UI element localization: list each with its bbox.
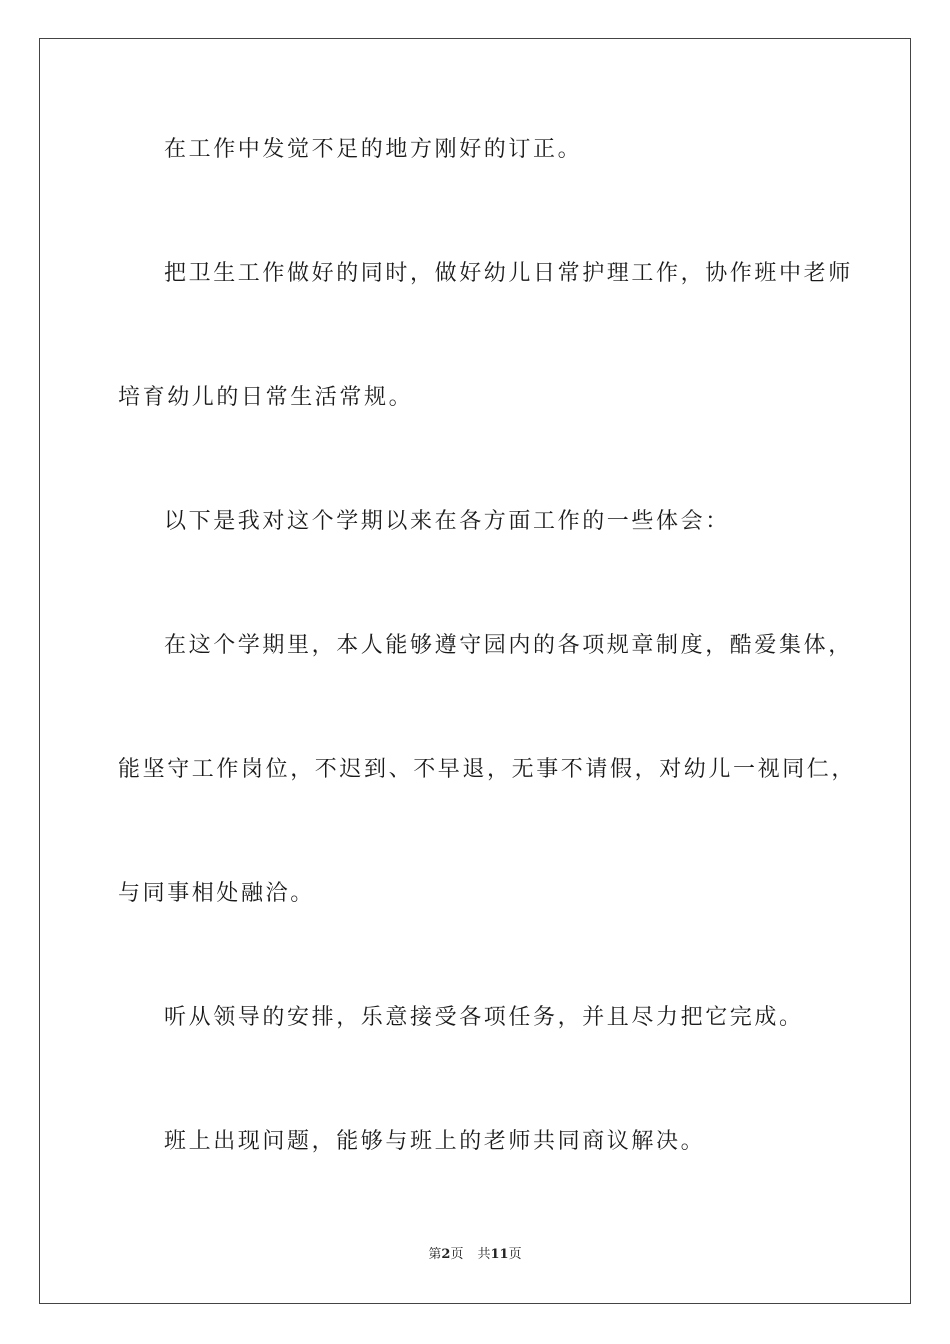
page-suffix: 页 xyxy=(450,1247,464,1262)
paragraph-line: 以下是我对这个学期以来在各方面工作的一些体会： xyxy=(164,509,730,534)
total-pages: 11 xyxy=(490,1247,509,1262)
paragraph-line: 能坚守工作岗位，不迟到、不早退，无事不请假，对幼儿一视同仁， xyxy=(118,757,857,782)
paragraph-line: 与同事相处融洽。 xyxy=(118,881,315,906)
paragraph-line: 听从领导的安排，乐意接受各项任务，并且尽力把它完成。 xyxy=(164,1005,804,1030)
paragraph-line: 在工作中发觉不足的地方刚好的订正。 xyxy=(164,137,583,162)
page-footer xyxy=(0,1247,950,1263)
paragraph-line: 班上出现问题，能够与班上的老师共同商议解决。 xyxy=(164,1129,706,1154)
paragraph-line: 培育幼儿的日常生活常规。 xyxy=(118,385,414,410)
page-number: 2 xyxy=(441,1247,451,1262)
page-prefix: 第 xyxy=(428,1247,442,1262)
total-suffix: 页 xyxy=(508,1247,522,1262)
paragraph-line: 把卫生工作做好的同时，做好幼儿日常护理工作，协作班中老师 xyxy=(164,261,853,286)
paragraph-line: 在这个学期里，本人能够遵守园内的各项规章制度，酷爱集体， xyxy=(164,633,853,658)
total-prefix: 共 xyxy=(477,1247,491,1262)
page-border xyxy=(39,38,911,1304)
